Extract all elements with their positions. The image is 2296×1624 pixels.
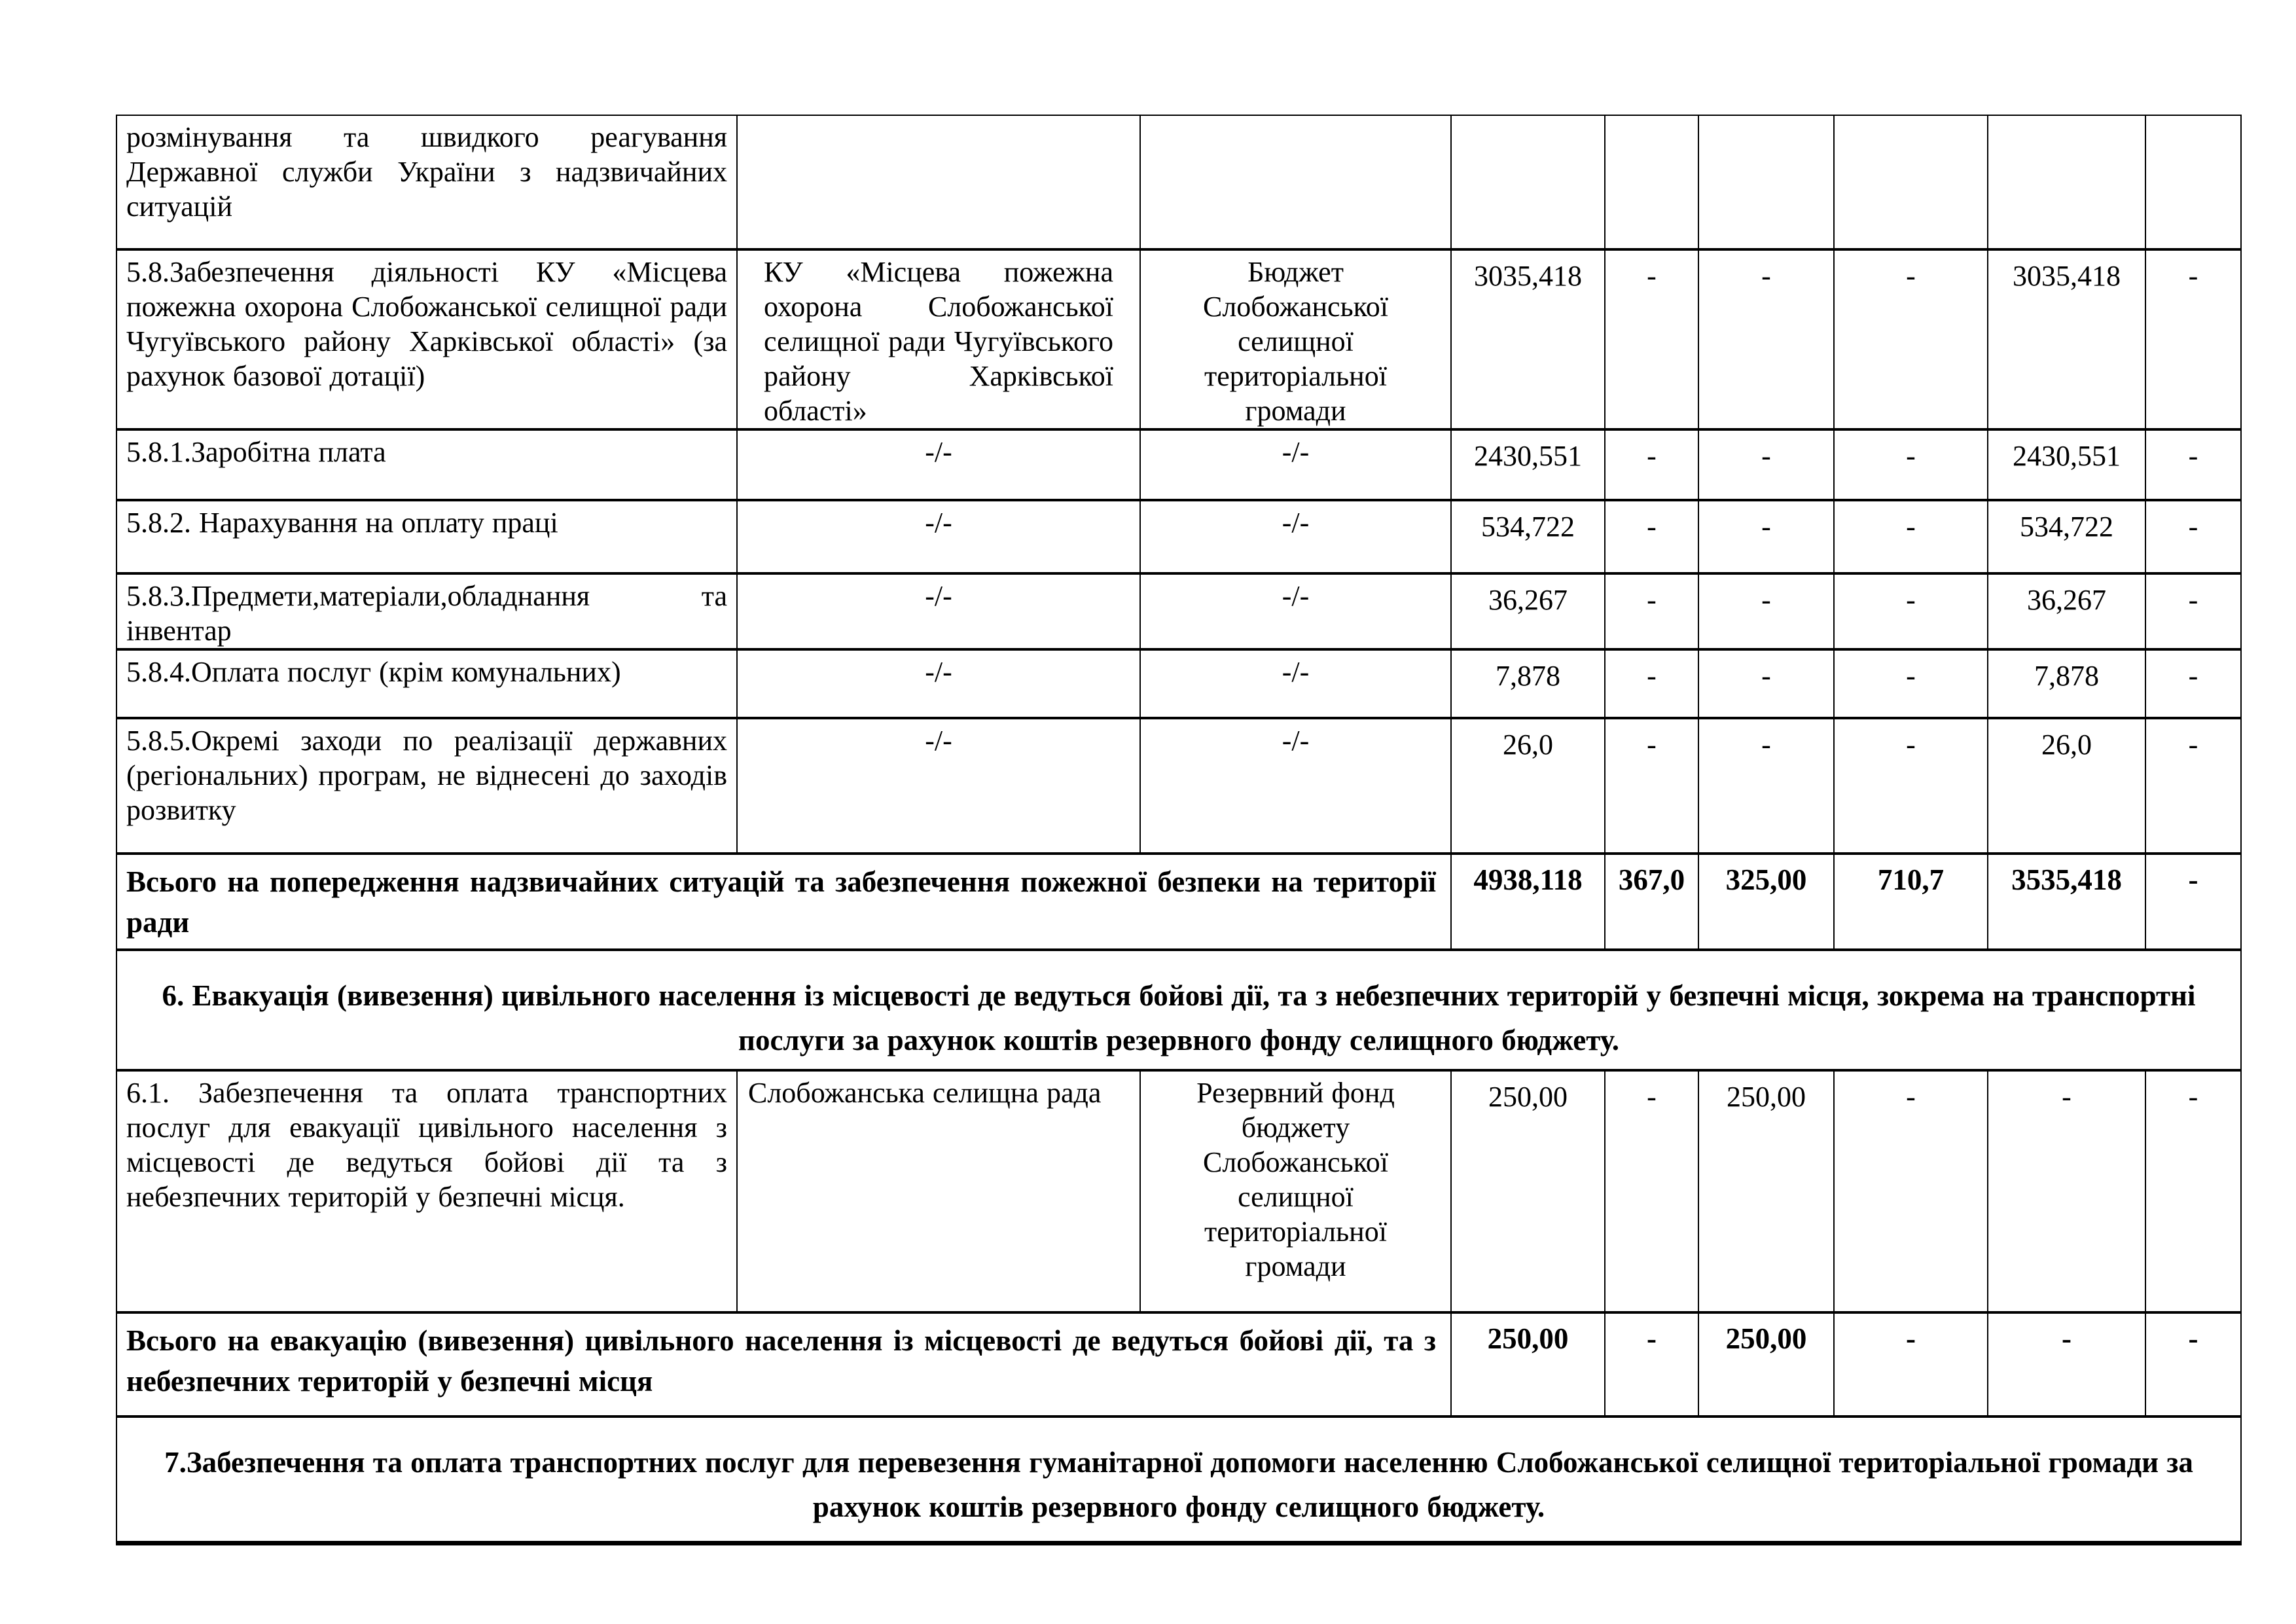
amount-cell: - — [2145, 649, 2241, 718]
amount-cell: 367,0 — [1605, 854, 1698, 950]
amount-cell: - — [1605, 500, 1698, 573]
amount-cell: - — [1834, 1312, 1988, 1416]
amount-cell: - — [1605, 649, 1698, 718]
measure-name-cell: розмінування та швидкого реагування Державної служби України з надзвичайних ситуацій — [117, 115, 737, 249]
amount-cell: - — [2145, 1070, 2241, 1312]
amount-cell — [1834, 115, 1988, 249]
amount-cell: 250,00 — [1698, 1312, 1834, 1416]
executor-cell: Слобожанська селищна рада — [737, 1070, 1140, 1312]
amount-cell: - — [1834, 649, 1988, 718]
total-label-cell: Всього на евакуацію (вивезення) цивільного населення із місцевості де ведуться бойові дії, та з небезпечних територій у безпечні місця — [117, 1312, 1451, 1416]
amount-cell: - — [2145, 573, 2241, 649]
section-header-cell: 6. Евакуація (вивезення) цивільного населення із місцевості де ведуться бойові дії, та з небезпечних територій у безпечні місця, зокрема на транспортні послуги за рахунок коштів резервного фонду селищного бюджету. — [117, 950, 2241, 1070]
amount-cell: - — [1834, 429, 1988, 500]
amount-cell: 26,0 — [1988, 718, 2145, 854]
amount-cell: 36,267 — [1988, 573, 2145, 649]
executor-cell — [737, 115, 1140, 249]
amount-cell: - — [1605, 573, 1698, 649]
amount-cell: 4938,118 — [1451, 854, 1605, 950]
table-row-5-8-1 — [117, 429, 2241, 500]
table-row-section-6 — [117, 950, 2241, 1070]
funding-source-cell: -/- — [1140, 718, 1451, 854]
budget-measures-table — [116, 115, 2242, 1545]
amount-cell: 2430,551 — [1451, 429, 1605, 500]
amount-cell: - — [2145, 249, 2241, 429]
amount-cell: 2430,551 — [1988, 429, 2145, 500]
amount-cell: - — [1605, 1070, 1698, 1312]
measure-name-cell: 5.8.4.Оплата послуг (крім комунальних) — [117, 649, 737, 718]
amount-cell: 534,722 — [1988, 500, 2145, 573]
amount-cell: - — [1834, 249, 1988, 429]
amount-cell: - — [1988, 1070, 2145, 1312]
amount-cell: - — [1605, 1312, 1698, 1416]
amount-cell: - — [2145, 854, 2241, 950]
amount-cell: 250,00 — [1698, 1070, 1834, 1312]
executor-cell: -/- — [737, 649, 1140, 718]
amount-cell: 710,7 — [1834, 854, 1988, 950]
measure-name-cell: 5.8.3.Предмети,матеріали,обладнання та інвентар — [117, 573, 737, 649]
amount-cell: - — [1605, 249, 1698, 429]
measure-name-cell: 5.8.Забезпечення діяльності КУ «Місцева пожежна охорона Слобожанської селищної ради Чугуївського району Харківської області» (за рахунок базової дотації) — [117, 249, 737, 429]
amount-cell: - — [1834, 500, 1988, 573]
amount-cell: - — [1605, 718, 1698, 854]
amount-cell: - — [1988, 1312, 2145, 1416]
amount-cell: - — [1698, 718, 1834, 854]
amount-cell — [1698, 115, 1834, 249]
amount-cell: 36,267 — [1451, 573, 1605, 649]
measure-name-cell: 6.1. Забезпечення та оплата транспортних послуг для евакуації цивільного населення з місцевості де ведуться бойові дії та з небезпечних територій у безпечні місця. — [117, 1070, 737, 1312]
executor-cell: -/- — [737, 718, 1140, 854]
executor-cell: -/- — [737, 500, 1140, 573]
amount-cell: - — [1605, 429, 1698, 500]
executor-cell: КУ «Місцева пожежна охорона Слобожанської селищної ради Чугуївського району Харківської області» — [737, 249, 1140, 429]
measure-name-cell: 5.8.5.Окремі заходи по реалізації державних (регіональних) програм, не віднесені до заходів розвитку — [117, 718, 737, 854]
amount-cell: 3035,418 — [1451, 249, 1605, 429]
funding-source-cell — [1140, 115, 1451, 249]
measure-name-cell: 5.8.1.Заробітна плата — [117, 429, 737, 500]
amount-cell: - — [1834, 1070, 1988, 1312]
amount-cell: 250,00 — [1451, 1312, 1605, 1416]
table-row-5-8-3 — [117, 573, 2241, 649]
amount-cell — [1605, 115, 1698, 249]
table-row-5-8 — [117, 249, 2241, 429]
amount-cell: 3035,418 — [1988, 249, 2145, 429]
amount-cell: - — [1698, 249, 1834, 429]
executor-cell: -/- — [737, 573, 1140, 649]
funding-source-cell: -/- — [1140, 649, 1451, 718]
amount-cell: 534,722 — [1451, 500, 1605, 573]
table-row-5-8-4 — [117, 649, 2241, 718]
amount-cell — [1451, 115, 1605, 249]
funding-source-cell: -/- — [1140, 500, 1451, 573]
table-row-6-1 — [117, 1070, 2241, 1312]
amount-cell: - — [2145, 1312, 2241, 1416]
amount-cell: 26,0 — [1451, 718, 1605, 854]
amount-cell: 250,00 — [1451, 1070, 1605, 1312]
amount-cell: 7,878 — [1988, 649, 2145, 718]
amount-cell: - — [2145, 500, 2241, 573]
measure-name-cell: 5.8.2. Нарахування на оплату праці — [117, 500, 737, 573]
amount-cell: 325,00 — [1698, 854, 1834, 950]
table-row-continuation — [117, 115, 2241, 249]
table-row-total-prevention — [117, 854, 2241, 950]
amount-cell: - — [1834, 573, 1988, 649]
amount-cell: - — [1698, 500, 1834, 573]
amount-cell — [2145, 115, 2241, 249]
funding-source-cell: -/- — [1140, 429, 1451, 500]
amount-cell: - — [1834, 718, 1988, 854]
executor-cell: -/- — [737, 429, 1140, 500]
table-row-section-7 — [117, 1416, 2241, 1543]
amount-cell: - — [2145, 718, 2241, 854]
funding-source-cell: Бюджет Слобожанської селищної територіальної громади — [1140, 249, 1451, 429]
amount-cell: - — [1698, 649, 1834, 718]
table-row-5-8-2 — [117, 500, 2241, 573]
amount-cell: - — [1698, 573, 1834, 649]
section-header-cell: 7.Забезпечення та оплата транспортних послуг для перевезення гуманітарної допомоги населенню Слобожанської селищної територіальної громади за рахунок коштів резервного фонду селищного бюджету. — [117, 1416, 2241, 1543]
table-row-5-8-5 — [117, 718, 2241, 854]
funding-source-cell: -/- — [1140, 573, 1451, 649]
amount-cell: 7,878 — [1451, 649, 1605, 718]
total-label-cell: Всього на попередження надзвичайних ситуацій та забезпечення пожежної безпеки на території ради — [117, 854, 1451, 950]
amount-cell: - — [1698, 429, 1834, 500]
funding-source-cell: Резервний фонд бюджету Слобожанської селищної територіальної громади — [1140, 1070, 1451, 1312]
amount-cell: - — [2145, 429, 2241, 500]
table-row-total-evacuation — [117, 1312, 2241, 1416]
amount-cell: 3535,418 — [1988, 854, 2145, 950]
amount-cell — [1988, 115, 2145, 249]
